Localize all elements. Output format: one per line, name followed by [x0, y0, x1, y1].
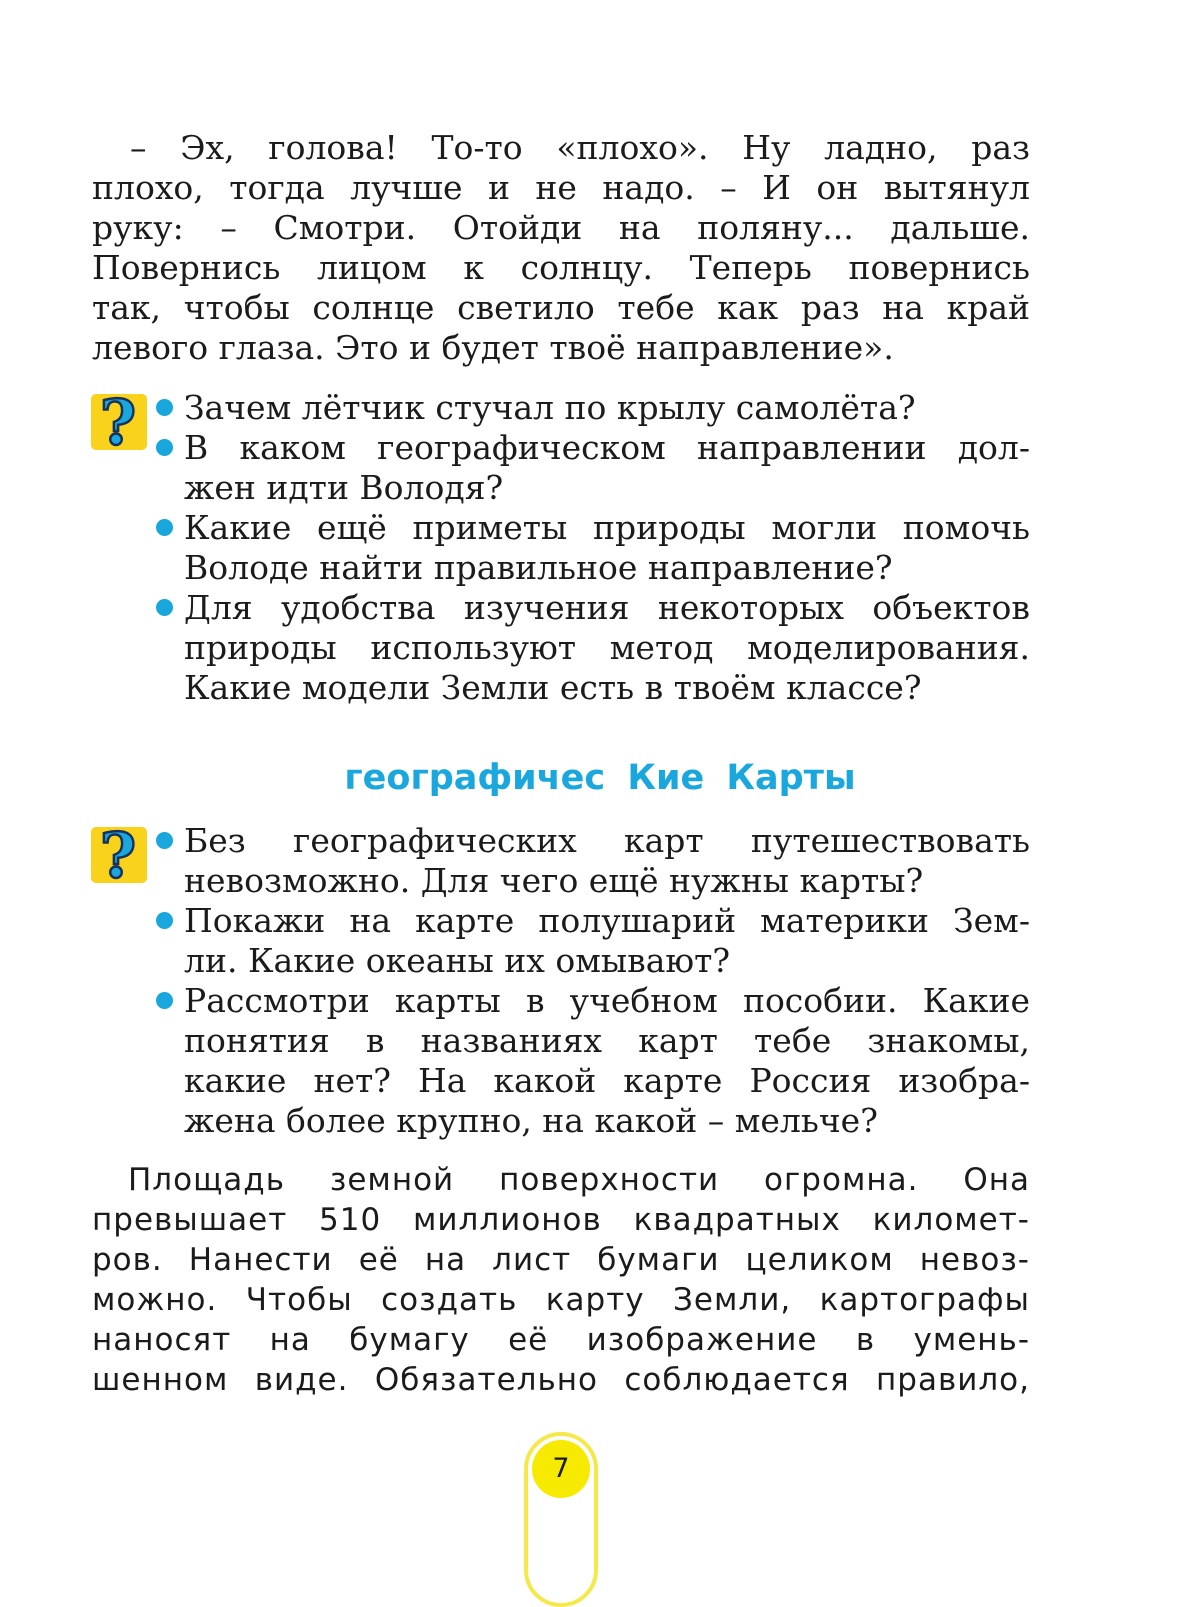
svg-text:?: ? — [99, 825, 137, 883]
text-line: можно. Чтобы создать карту Земли, картографы — [92, 1282, 1030, 1318]
text-line: руку: – Смотри. Отойди на поляну... дальше. — [92, 208, 1030, 247]
question-line: Без географических карт путешествовать — [184, 821, 1030, 860]
question-line: жен идти Володя? — [184, 468, 504, 507]
question-line: невозможно. Для чего ещё нужны карты? — [184, 861, 924, 900]
question-mark-icon — [91, 392, 149, 450]
question-line: Какие модели Земли есть в твоём классе? — [184, 668, 922, 707]
question-line: Покажи на карте полушарий материки Зем- — [184, 901, 1030, 940]
text-line: так, чтобы солнце светило тебе как раз на край — [92, 288, 1030, 327]
bullet-dot — [156, 399, 173, 416]
bullet-dot — [156, 519, 173, 536]
text-line: наносят на бумагу её изображение в умень- — [92, 1322, 1030, 1358]
bullet-dot — [156, 599, 173, 616]
question-line: Зачем лётчик стучал по крылу самолёта? — [184, 388, 916, 427]
section-heading: географичес Кие Карты — [344, 758, 856, 798]
text-line: – Эх, голова! То-то «плохо». Ну ладно, раз — [130, 128, 1030, 167]
text-line: ров. Нанести её на лист бумаги целиком невоз- — [92, 1242, 1030, 1278]
bullet-dot — [156, 439, 173, 456]
page-number: 7 — [532, 1440, 590, 1498]
question-line: природы используют метод моделирования. — [184, 628, 1030, 667]
question-mark-icon — [91, 825, 149, 883]
question-line: ли. Какие океаны их омывают? — [184, 941, 731, 980]
question-line: В каком географическом направлении дол- — [184, 428, 1030, 467]
question-line: какие нет? На какой карте Россия изобра- — [184, 1061, 1030, 1100]
bullet-dot — [156, 912, 173, 929]
text-line: Повернись лицом к солнцу. Теперь повернись — [92, 248, 1030, 287]
question-line: понятия в названиях карт тебе знакомы, — [184, 1021, 1030, 1060]
question-line: Рассмотри карты в учебном пособии. Какие — [184, 981, 1030, 1020]
text-line: шенном виде. Обязательно соблюдается правило, — [92, 1362, 1030, 1398]
question-line: жена более крупно, на какой – мельче? — [184, 1101, 878, 1140]
question-line: Для удобства изучения некоторых объектов — [184, 588, 1030, 627]
text-line: левого глаза. Это и будет твоё направление». — [92, 328, 894, 367]
bullet-dot — [156, 992, 173, 1009]
question-line: Володе найти правильное направление? — [184, 548, 893, 587]
bullet-dot — [156, 832, 173, 849]
text-line: Площадь земной поверхности огромна. Она — [128, 1162, 1030, 1198]
svg-text:?: ? — [99, 392, 137, 450]
text-line: плохо, тогда лучше и не надо. – И он вытянул — [92, 168, 1030, 207]
text-line: превышает 510 миллионов квадратных километ- — [92, 1202, 1030, 1238]
question-line: Какие ещё приметы природы могли помочь — [184, 508, 1030, 547]
